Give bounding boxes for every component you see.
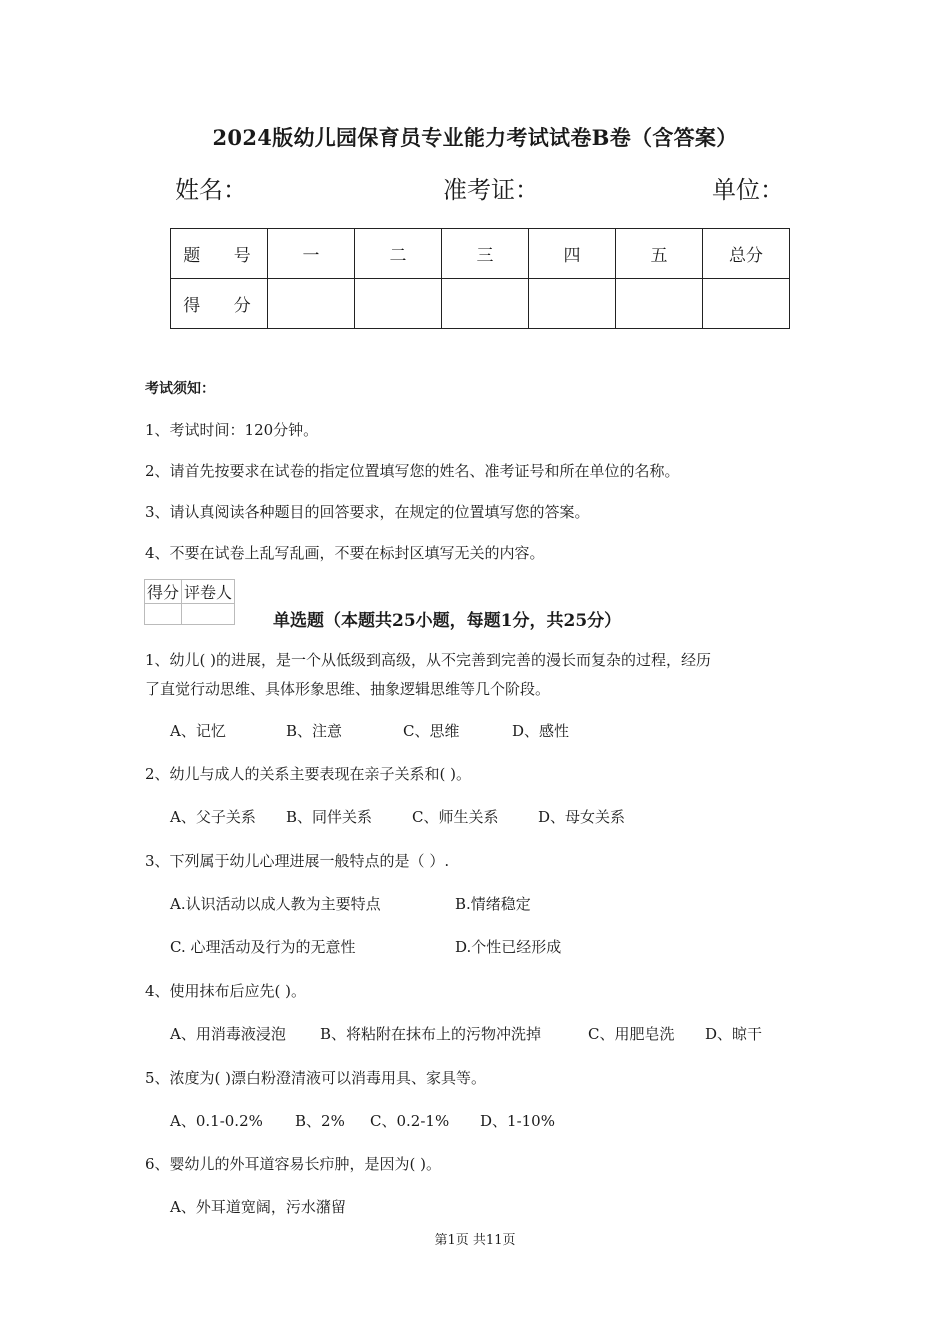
score-table-header-cell: 题 号 (171, 229, 268, 279)
question-2-text: 2、幼儿与成人的关系主要表现在亲子关系和( )。 (145, 765, 472, 783)
score-cell[interactable] (703, 279, 790, 329)
question-6-option-a[interactable]: A、外耳道宽阔，污水潴留 (170, 1198, 346, 1216)
question-1-option-b[interactable]: B、注意 (286, 722, 343, 740)
grader-score-cell[interactable] (145, 604, 182, 625)
grader-table-score-label: 得分 (145, 580, 182, 604)
notice-title: 考试须知： (145, 381, 215, 397)
question-3-text: 3、下列属于幼儿心理进展一般特点的是（ ）. (145, 852, 450, 870)
score-cell[interactable] (355, 279, 442, 329)
question-5-option-b[interactable]: B、2% (295, 1112, 345, 1130)
score-table-header-cell: 四 (529, 229, 616, 279)
question-3-option-a[interactable]: A.认识活动以成人教为主要特点 (170, 895, 381, 913)
question-5-option-d[interactable]: D、1-10% (480, 1112, 555, 1130)
question-5-option-c[interactable]: C、0.2-1% (370, 1112, 450, 1130)
question-3-option-c[interactable]: C. 心理活动及行为的无意性 (170, 938, 356, 956)
question-1-option-a[interactable]: A、记忆 (170, 722, 226, 740)
score-table-header-cell: 一 (268, 229, 355, 279)
question-4-option-a[interactable]: A、用消毒液浸泡 (170, 1025, 286, 1043)
grader-name-cell[interactable] (182, 604, 235, 625)
score-cell[interactable] (529, 279, 616, 329)
question-1-option-c[interactable]: C、思维 (403, 722, 460, 740)
question-1-option-d[interactable]: D、感性 (512, 722, 570, 740)
question-5-option-a[interactable]: A、0.1-0.2% (170, 1112, 263, 1130)
question-6-text: 6、婴幼儿的外耳道容易长疖肿，是因为( )。 (145, 1155, 442, 1173)
notice-item: 1、考试时间：120分钟。 (145, 421, 319, 439)
page-footer: 第1页 共11页 (434, 1233, 516, 1248)
grader-table-grader-label: 评卷人 (182, 580, 235, 604)
score-cell[interactable] (442, 279, 529, 329)
question-2-option-c[interactable]: C、师生关系 (412, 808, 499, 826)
question-4-option-d[interactable]: D、晾干 (705, 1025, 763, 1043)
question-3-option-b[interactable]: B.情绪稳定 (455, 895, 531, 913)
question-1-text-cont: 了直觉行动思维、具体形象思维、抽象逻辑思维等几个阶段。 (145, 680, 551, 698)
exam-id-field-label: 准考证： (443, 176, 539, 204)
score-table-header-cell: 二 (355, 229, 442, 279)
score-table-header-cell: 总分 (703, 229, 790, 279)
question-2-option-a[interactable]: A、父子关系 (170, 808, 256, 826)
score-cell[interactable] (616, 279, 703, 329)
name-field-label: 姓名： (175, 176, 247, 204)
question-4-text: 4、使用抹布后应先( )。 (145, 982, 307, 1000)
score-table-header-cell: 三 (442, 229, 529, 279)
question-2-option-d[interactable]: D、母女关系 (538, 808, 626, 826)
score-table-row-label: 得 分 (171, 279, 268, 329)
question-4-option-c[interactable]: C、用肥皂洗 (588, 1025, 675, 1043)
section-title: 单选题（本题共25小题，每题1分，共25分） (273, 611, 622, 631)
grader-table (144, 579, 235, 625)
question-2-option-b[interactable]: B、同伴关系 (286, 808, 373, 826)
notice-item: 2、请首先按要求在试卷的指定位置填写您的姓名、准考证号和所在单位的名称。 (145, 462, 680, 480)
notice-item: 4、不要在试卷上乱写乱画，不要在标封区填写无关的内容。 (145, 544, 545, 562)
notice-item: 3、请认真阅读各种题目的回答要求，在规定的位置填写您的答案。 (145, 503, 590, 521)
exam-title: 2024版幼儿园保育员专业能力考试试卷B卷（含答案） (212, 125, 738, 150)
question-4-option-b[interactable]: B、将粘附在抹布上的污物冲洗掉 (320, 1025, 542, 1043)
score-table-header-cell: 五 (616, 229, 703, 279)
question-1-text: 1、幼儿( )的进展，是一个从低级到高级，从不完善到完善的漫长而复杂的过程，经历 (145, 651, 712, 669)
score-table-score-row (171, 279, 790, 329)
score-table (170, 228, 790, 329)
question-5-text: 5、浓度为( )漂白粉澄清液可以消毒用具、家具等。 (145, 1069, 487, 1087)
score-table-header-row (171, 229, 790, 279)
unit-field-label: 单位： (712, 176, 784, 204)
question-3-option-d[interactable]: D.个性已经形成 (455, 938, 562, 956)
score-cell[interactable] (268, 279, 355, 329)
